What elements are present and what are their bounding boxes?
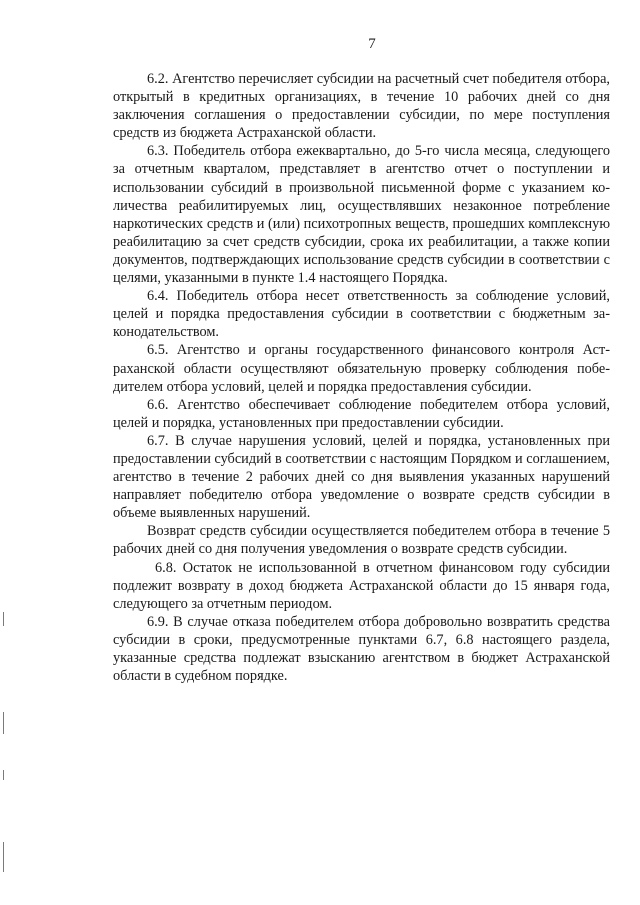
page-number: 7 xyxy=(368,36,376,52)
scan-mark xyxy=(3,612,4,626)
paragraph-6-2: 6.2. Агентство перечисляет субсидии на расчетный счет победителя отбора, открытый в кредитных организациях, в течение 10 рабочих дней со дня заключения соглашения о предоставлении субсидии, по мере поступления средств из бюджета Астраханской области. xyxy=(113,71,610,142)
scan-mark xyxy=(3,770,4,780)
paragraph-6-4: 6.4. Победитель отбора несет ответственность за соблюдение условий, целей и порядка предоставления субсидии в соответствии с бюджетным законодательством. xyxy=(113,288,610,341)
paragraph-6-9: 6.9. В случае отказа победителем отбора добровольно возвратить средства субсидии в сроки, предусмотренные пунктами 6.7, 6.8 настоящего раздела, указанные средства подлежат взысканию агентством в бюджет Астраханской области в судебном порядке. xyxy=(113,613,610,685)
paragraph-6-7: 6.7. В случае нарушения условий, целей и порядка, установленных при предоставлении субсидий в соответствии с настоящим Порядком и соглашением, агентство в течение 2 рабочих дней со дня выявления указанных нарушений направляет победителю отбора уведомление о возврате средств субсидии в объеме выявленных нарушений. xyxy=(113,432,610,522)
scan-mark xyxy=(3,842,4,872)
paragraph-6-5: 6.5. Агентство и органы государственного финансового контроля Астраханской области осуществляют обязательную проверку соблюдения победителем отбора условий, целей и порядка предоставления субсидии. xyxy=(113,342,610,395)
paragraph-6-6: 6.6. Агентство обеспечивает соблюдение победителем отбора условий, целей и порядка, установленных при предоставлении субсидии. xyxy=(113,396,610,431)
document-body xyxy=(113,70,610,685)
paragraph-6-3: 6.3. Победитель отбора ежеквартально, до 5-го числа месяца, следующего за отчетным кварталом, представляет в агентство отчет о поступлении и использовании субсидий в произвольной письменной форме с указанием количества реабилитируемых лиц, осуществлявших незаконное потребление наркотических средств и (или) психотропных веществ, прошедших комплексную реабилитацию за счет средств субсидии, срока их реабилитации, а также копии документов, подтверждающих использование средств субсидии в соответствии с целями, указанными в пункте 1.4 настоящего Порядка. xyxy=(113,143,610,287)
paragraph-6-8: 6.8. Остаток не использованной в отчетном финансовом году субсидии подлежит возврату в доход бюджета Астраханской области до 15 января года, следующего за отчетным периодом. xyxy=(113,559,610,612)
paragraph-return-of-funds: Возврат средств субсидии осуществляется победителем отбора в течение 5 рабочих дней со дня получения уведомления о возврате средств субсидии. xyxy=(113,523,610,558)
scan-mark xyxy=(3,712,4,734)
